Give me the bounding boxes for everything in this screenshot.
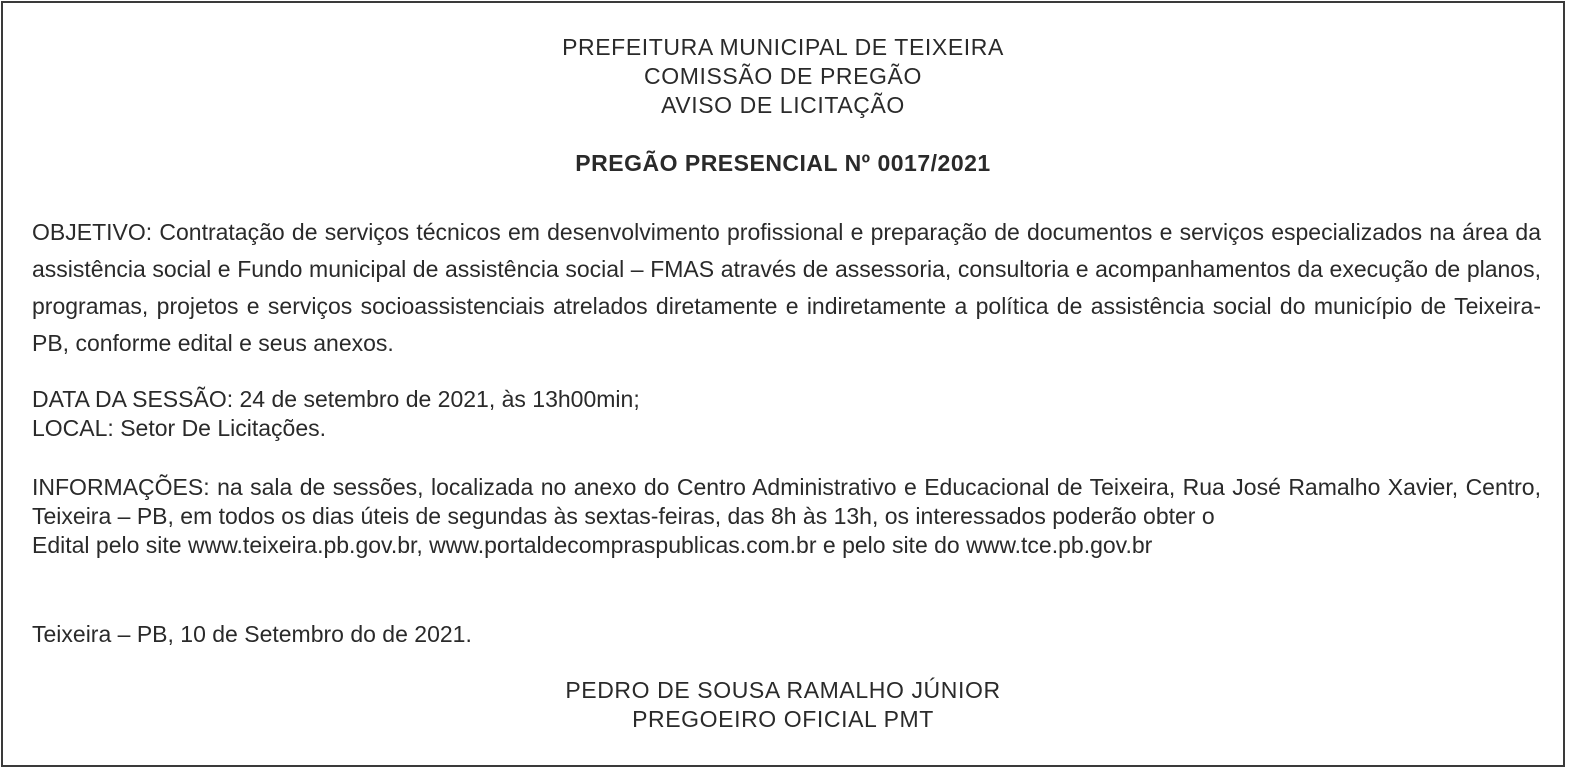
session-date: DATA DA SESSÃO: 24 de setembro de 2021, às 13h00min; [32,386,640,412]
session-details [32,385,1541,443]
informacoes-websites: Edital pelo site www.teixeira.pb.gov.br, www.portaldecompraspublicas.com.br e pelo site do www.tce.pb.gov.br [32,532,1153,558]
notice-header [3,33,1563,120]
session-location: LOCAL: Setor De Licitações. [32,415,327,441]
signatory-role: PREGOEIRO OFICIAL PMT [632,706,934,732]
header-commission: COMISSÃO DE PREGÃO [644,63,922,89]
signature-block [3,676,1563,734]
header-notice-type: AVISO DE LICITAÇÃO [661,92,905,118]
pregao-title: PREGÃO PRESENCIAL Nº 0017/2021 [575,150,991,176]
licitacao-notice [1,1,1565,767]
objetivo-paragraph: OBJETIVO: Contratação de serviços técnicos em desenvolvimento profissional e preparação de documentos e serviços especializados na área da assistência social e Fundo municipal de assistência social – FMAS através de assessoria, consultoria e acompanhamentos da execução de planos, programas, projetos e serviços socioassistenciais atrelados diretamente e indiretamente a política de assistência social do município de Teixeira-PB, conforme edital e seus anexos. [32,219,1541,356]
header-municipality: PREFEITURA MUNICIPAL DE TEIXEIRA [562,34,1004,60]
signatory-name: PEDRO DE SOUSA RAMALHO JÚNIOR [565,677,1001,703]
informacoes-paragraph [32,473,1541,560]
informacoes-body: INFORMAÇÕES: na sala de sessões, localizada no anexo do Centro Administrativo e Educacional de Teixeira, Rua José Ramalho Xavier, Centro, Teixeira – PB, em todos os dias úteis de segundas às sextas-feiras, das 8h às 13h, os interessados poderão obter o [32,474,1541,529]
place-and-date: Teixeira – PB, 10 de Setembro do de 2021. [32,621,472,647]
